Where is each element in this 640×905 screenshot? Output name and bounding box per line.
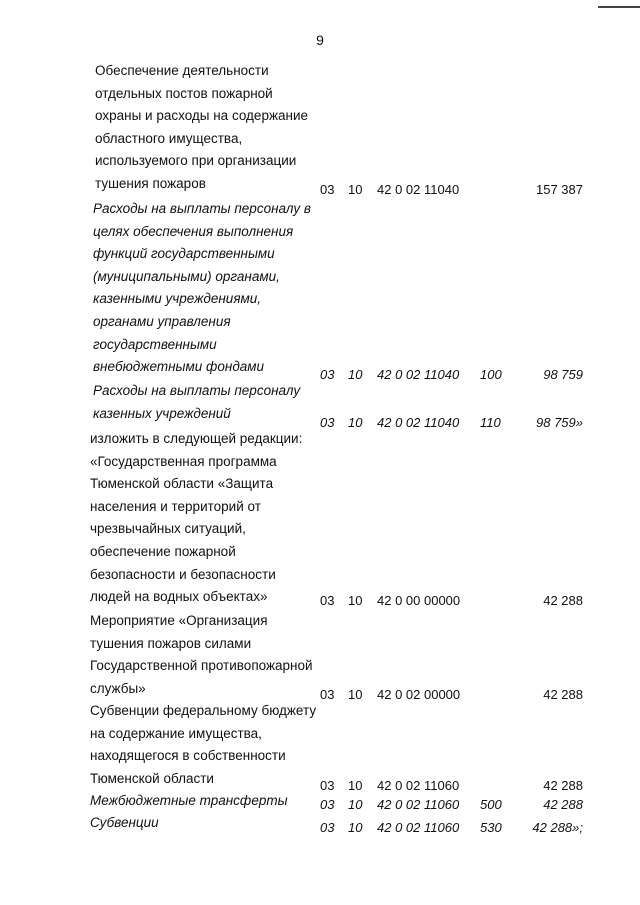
cell-rz: 03 (320, 778, 335, 793)
page-corner-mark (598, 6, 640, 8)
row-description (90, 610, 320, 700)
cell-pr: 10 (348, 415, 363, 430)
description-line: используемого при организации (95, 153, 297, 169)
description-line: Мероприятие «Организация (90, 613, 268, 628)
row-description (90, 812, 320, 835)
cell-rz: 03 (320, 797, 335, 812)
description-line: изложить в следующей редакции: (90, 431, 303, 446)
description-line: Тюменской области (90, 770, 214, 786)
cell-pr: 10 (348, 367, 363, 382)
cell-rz: 03 (320, 593, 335, 608)
description-line: Тюменской области «Защита (90, 476, 274, 492)
row-description (90, 428, 320, 609)
cell-cs: 42 0 02 11040 (377, 415, 460, 430)
cell-sum: 42 288 (543, 593, 583, 608)
cell-sum: 42 288»; (532, 820, 583, 835)
cell-cs: 42 0 02 11060 (377, 820, 460, 835)
description-line: Государственной противопожарной (90, 658, 313, 674)
cell-vr: 530 (480, 820, 502, 835)
description-line: чрезвычайных ситуаций, (90, 521, 246, 537)
cell-rz: 03 (320, 367, 335, 382)
page-number: 9 (316, 32, 324, 48)
description-line: целях обеспечения выполнения (93, 223, 294, 239)
description-line: Обеспечение деятельности (95, 63, 269, 78)
description-line: Субвенции федеральному бюджету (90, 703, 317, 718)
description-line: (муниципальными) органами, (93, 268, 280, 284)
cell-cs: 42 0 02 11060 (377, 778, 460, 793)
description-line: казенными учреждениями, (93, 291, 262, 307)
description-line: Расходы на выплаты персоналу в (93, 201, 311, 216)
description-line: безопасности и безопасности (90, 566, 276, 582)
cell-rz: 03 (320, 182, 335, 197)
description-line: находящегося в собственности (90, 748, 286, 764)
description-line: населения и территорий от (90, 498, 261, 514)
cell-pr: 10 (348, 593, 363, 608)
cell-pr: 10 (348, 687, 363, 702)
cell-cs: 42 0 00 00000 (377, 593, 461, 608)
cell-rz: 03 (320, 687, 335, 702)
row-description (93, 380, 323, 425)
description-line: органами управления (93, 313, 231, 329)
cell-vr: 110 (480, 415, 501, 430)
description-line: областного имущества, (95, 130, 243, 146)
cell-sum: 157 387 (536, 182, 583, 197)
row-description (90, 790, 320, 813)
description-line: казенных учреждений (93, 405, 231, 421)
cell-rz: 03 (320, 820, 335, 835)
row-description (90, 700, 320, 790)
cell-pr: 10 (348, 820, 363, 835)
cell-pr: 10 (348, 797, 363, 812)
description-line: службы» (90, 680, 146, 696)
cell-pr: 10 (348, 778, 363, 793)
cell-rz: 03 (320, 415, 335, 430)
description-line: охраны и расходы на содержание (95, 108, 308, 124)
cell-vr: 100 (480, 367, 502, 382)
cell-sum: 42 288 (543, 687, 583, 702)
description-line: тушения пожаров силами (90, 635, 252, 651)
cell-cs: 42 0 02 00000 (377, 687, 461, 702)
description-line: людей на водных объектах» (90, 589, 268, 605)
description-line: государственными (93, 336, 217, 352)
row-description (93, 198, 323, 379)
description-line: внебюджетными фондами (93, 359, 265, 375)
cell-sum: 98 759» (536, 415, 583, 430)
description-line: Межбюджетные трансферты (90, 793, 288, 808)
cell-cs: 42 0 02 11040 (377, 367, 460, 382)
description-line: Субвенции (90, 815, 159, 830)
row-description (95, 60, 325, 196)
description-line: Расходы на выплаты персоналу (93, 383, 301, 398)
cell-pr: 10 (348, 182, 363, 197)
description-line: «Государственная программа (90, 453, 277, 469)
description-line: отдельных постов пожарной (95, 85, 273, 101)
description-line: тушения пожаров (95, 175, 206, 191)
cell-sum: 98 759 (543, 367, 583, 382)
cell-cs: 42 0 02 11060 (377, 797, 460, 812)
description-line: обеспечение пожарной (90, 543, 236, 559)
description-line: на содержание имущества, (90, 725, 262, 741)
cell-vr: 500 (480, 797, 502, 812)
cell-cs: 42 0 02 11040 (377, 182, 460, 197)
cell-sum: 42 288 (543, 778, 583, 793)
cell-sum: 42 288 (543, 797, 583, 812)
description-line: функций государственными (93, 246, 275, 262)
